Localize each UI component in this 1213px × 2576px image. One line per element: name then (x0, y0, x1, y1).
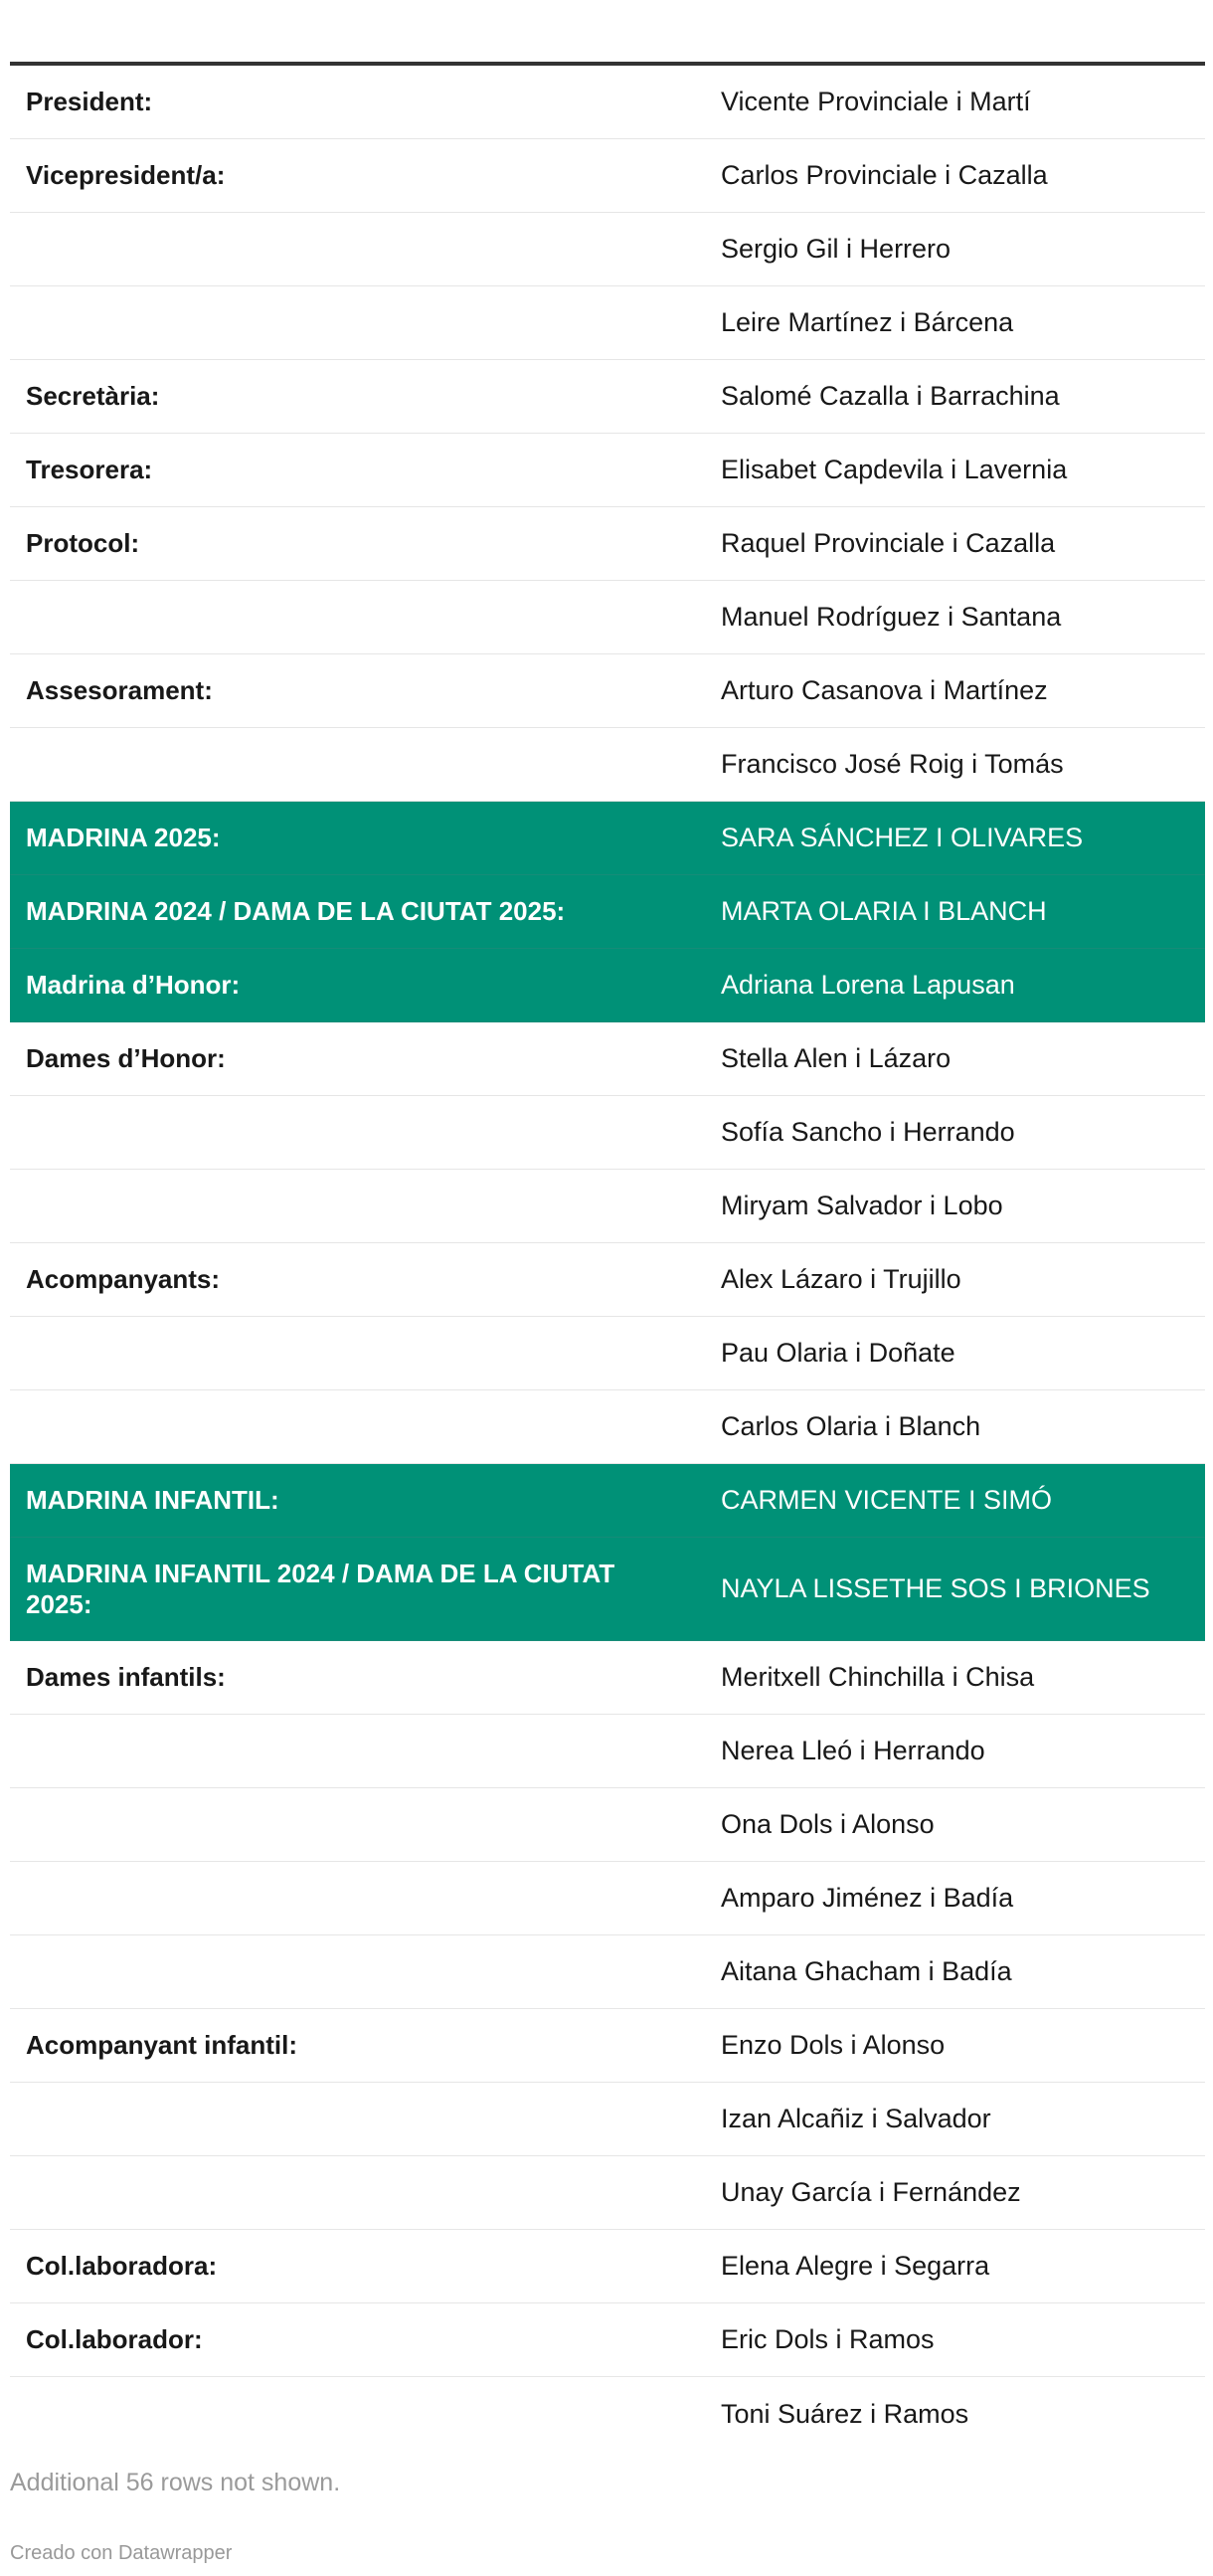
table-row (10, 1317, 1205, 1390)
table-row-highlighted (10, 949, 1205, 1022)
role-cell: Dames d’Honor: (26, 1043, 226, 1073)
datawrapper-credit[interactable]: Creado con Datawrapper (10, 2542, 233, 2564)
name-cell: Adriana Lorena Lapusan (721, 970, 1015, 1000)
name-cell: Salomé Cazalla i Barrachina (721, 381, 1060, 411)
table-row (10, 1390, 1205, 1464)
name-cell: Alex Lázaro i Trujillo (721, 1264, 961, 1294)
name-cell: Sofía Sancho i Herrando (721, 1117, 1015, 1147)
name-cell: CARMEN VICENTE I SIMÓ (721, 1485, 1053, 1515)
name-cell: Stella Alen i Lázaro (721, 1043, 952, 1073)
table-row (10, 2083, 1205, 2156)
hidden-rows-note: Additional 56 rows not shown. (10, 2469, 341, 2496)
name-cell: Arturo Casanova i Martínez (721, 675, 1048, 705)
table-row (10, 2377, 1205, 2451)
role-cell: MADRINA INFANTIL 2024 / DAMA DE LA CIUTAT 2025: (26, 1558, 615, 1619)
role-cell: Acompanyant infantil: (26, 2030, 298, 2060)
role-cell: Secretària: (26, 381, 160, 411)
name-cell: Unay García i Fernández (721, 2177, 1021, 2207)
name-cell: Elena Alegre i Segarra (721, 2251, 990, 2281)
name-cell: Meritxell Chinchilla i Chisa (721, 1662, 1035, 1692)
name-cell: Carlos Olaria i Blanch (721, 1411, 981, 1441)
name-cell: Pau Olaria i Doñate (721, 1338, 955, 1368)
table-row (10, 2009, 1205, 2083)
name-cell: Ona Dols i Alonso (721, 1809, 935, 1839)
name-cell: Manuel Rodríguez i Santana (721, 602, 1062, 632)
table-row (10, 1022, 1205, 1096)
role-cell: Madrina d’Honor: (26, 970, 241, 1000)
name-cell: Nerea Lleó i Herrando (721, 1736, 985, 1765)
role-cell: MADRINA 2024 / DAMA DE LA CIUTAT 2025: (26, 896, 566, 926)
role-cell: Tresorera: (26, 455, 153, 484)
role-cell: Protocol: (26, 528, 140, 558)
table-row-highlighted (10, 1538, 1205, 1641)
table-row (10, 1243, 1205, 1317)
table-row (10, 1862, 1205, 1935)
table-row (10, 2230, 1205, 2303)
table-row (10, 728, 1205, 802)
name-cell: Eric Dols i Ramos (721, 2324, 935, 2354)
table-row (10, 1096, 1205, 1170)
table-row (10, 286, 1205, 360)
name-cell: Carlos Provinciale i Cazalla (721, 160, 1048, 190)
table-row-highlighted (10, 802, 1205, 875)
name-cell: SARA SÁNCHEZ I OLIVARES (721, 823, 1084, 852)
role-cell: President: (26, 87, 153, 116)
table-row (10, 2156, 1205, 2230)
table-row (10, 1715, 1205, 1788)
name-cell: Amparo Jiménez i Badía (721, 1883, 1014, 1913)
table-row (10, 1788, 1205, 1862)
role-cell: MADRINA 2025: (26, 823, 221, 852)
table-row-highlighted (10, 875, 1205, 949)
name-cell: Elisabet Capdevila i Lavernia (721, 455, 1068, 484)
table-row (10, 360, 1205, 434)
role-cell: Dames infantils: (26, 1662, 226, 1692)
table-row (10, 66, 1205, 139)
role-cell: Vicepresident/a: (26, 160, 226, 190)
table-row (10, 1170, 1205, 1243)
table-row (10, 2303, 1205, 2377)
name-cell: Miryam Salvador i Lobo (721, 1191, 1003, 1220)
name-cell: Francisco José Roig i Tomás (721, 749, 1064, 779)
role-cell: Assesorament: (26, 675, 213, 705)
table-row (10, 213, 1205, 286)
name-cell: Raquel Provinciale i Cazalla (721, 528, 1056, 558)
name-cell: Toni Suárez i Ramos (721, 2398, 969, 2429)
name-cell: Leire Martínez i Bárcena (721, 307, 1014, 337)
name-cell: Vicente Provinciale i Martí (721, 87, 1031, 116)
table-row (10, 1935, 1205, 2009)
table-row (10, 654, 1205, 728)
role-cell: MADRINA INFANTIL: (26, 1485, 279, 1515)
name-cell: Enzo Dols i Alonso (721, 2030, 946, 2060)
table-row-highlighted (10, 1464, 1205, 1538)
members-table (10, 62, 1205, 2451)
name-cell: Aitana Ghacham i Badía (721, 1956, 1012, 1986)
role-cell: Col.laboradora: (26, 2251, 218, 2281)
role-cell: Acompanyants: (26, 1264, 221, 1294)
name-cell: Sergio Gil i Herrero (721, 234, 952, 264)
table-row (10, 139, 1205, 213)
table-row (10, 434, 1205, 507)
table-row (10, 507, 1205, 581)
role-cell: Col.laborador: (26, 2324, 203, 2354)
name-cell: NAYLA LISSETHE SOS I BRIONES (721, 1573, 1150, 1603)
table-row (10, 581, 1205, 654)
name-cell: MARTA OLARIA I BLANCH (721, 896, 1047, 926)
table-row (10, 1641, 1205, 1715)
name-cell: Izan Alcañiz i Salvador (721, 2104, 991, 2133)
